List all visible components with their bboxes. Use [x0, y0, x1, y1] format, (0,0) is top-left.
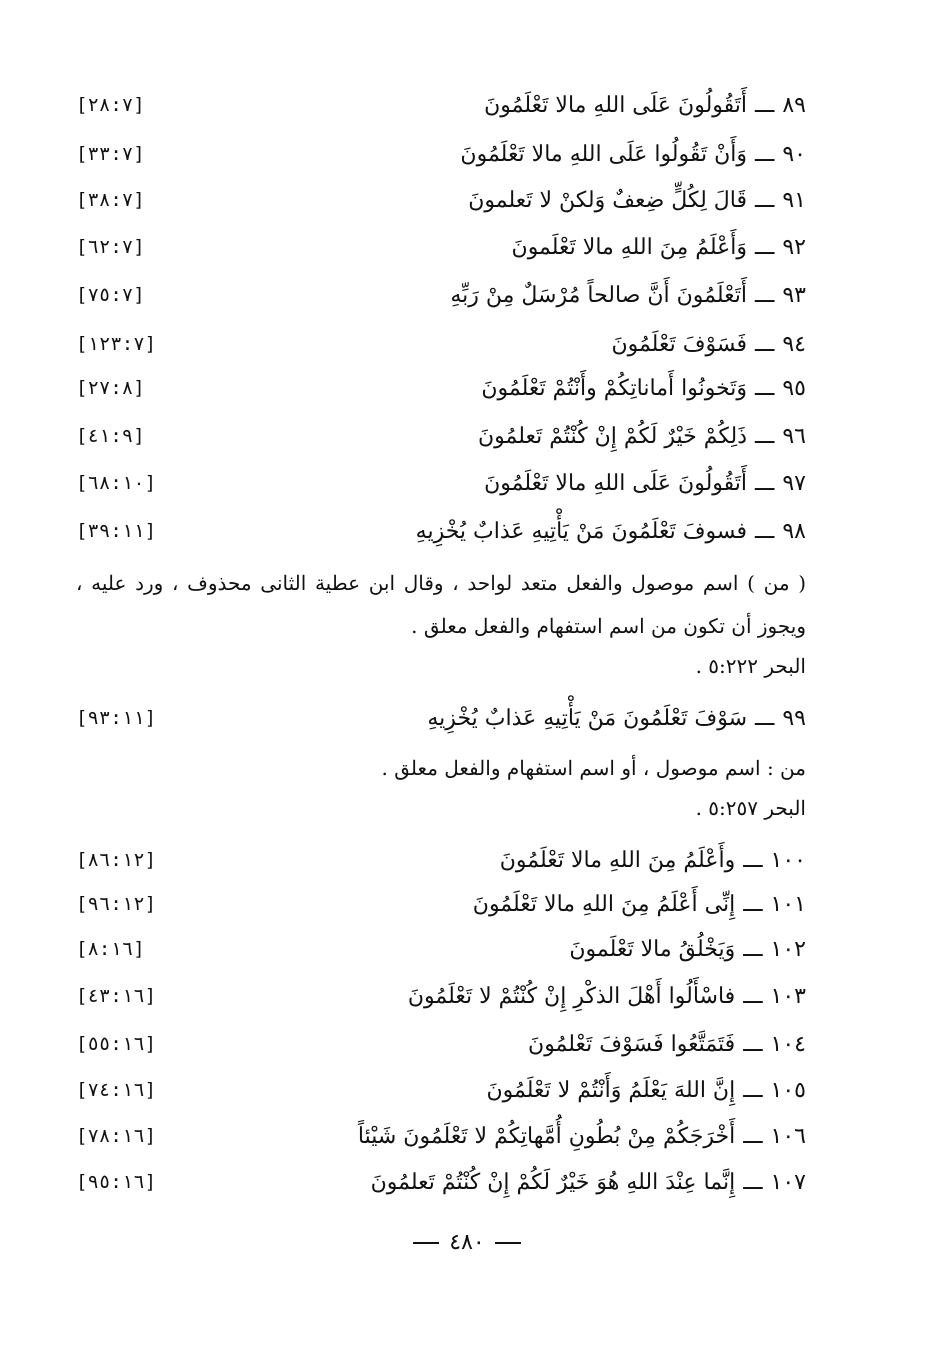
verse-reference: [٢٨:٧] — [76, 94, 145, 116]
dash: ـــ — [743, 1077, 763, 1103]
verse-line — [358, 1124, 806, 1149]
verse-text: وَتَخونُوا أَماناتِكُمْ وأَنْتُمْ تَعْلَمُونَ — [481, 375, 748, 401]
dash: ـــ — [743, 983, 763, 1009]
verse-text: سَوْفَ تَعْلَمُونَ مَنْ يَأْتِيهِ عَذابٌ يُخْزِيهِ — [427, 705, 748, 731]
dash: ـــ — [755, 282, 775, 308]
entry-row — [76, 273, 806, 317]
footer-rule-left — [413, 1242, 439, 1244]
dash: ـــ — [755, 518, 775, 544]
verse-line — [427, 706, 806, 731]
verse-line — [478, 424, 806, 449]
verse-reference: [٨٦:١٢] — [76, 849, 157, 871]
verse-text: أَتَقُولُونَ عَلَى اللهِ مالا تَعْلَمُونَ — [484, 470, 748, 496]
verse-reference: [٦٢:٧] — [76, 236, 145, 258]
verse-text: أَتَقُولُونَ عَلَى اللهِ مالا تَعْلَمُونَ — [484, 92, 748, 118]
entry-row — [76, 927, 806, 971]
dash: ـــ — [755, 470, 775, 496]
dash: ـــ — [755, 375, 775, 401]
entry-number: ١٠٠ — [770, 847, 806, 873]
entry-row — [76, 974, 806, 1018]
verse-reference: [٥٥:١٦] — [76, 1033, 157, 1055]
verse-text: فاسْأَلُوا أَهْلَ الذكْرِ إِنْ كُنْتُمْ لا تَعْلَمُونَ — [407, 983, 736, 1009]
page-number-footer — [0, 1230, 934, 1255]
verse-reference: [٤١:٩] — [76, 425, 145, 447]
footer-rule-right — [495, 1242, 521, 1244]
entry-number: ١٠٥ — [770, 1077, 806, 1103]
entry-row — [76, 1160, 806, 1204]
verse-line — [416, 519, 806, 544]
verse-reference: [٩٣:١١] — [76, 707, 157, 729]
verse-line — [611, 332, 806, 357]
entry-row — [76, 1114, 806, 1158]
source-citation: البحر ٥:٢٥٧ . — [695, 796, 806, 820]
verse-text: وَأَعْلَمُ مِنَ اللهِ مالا تَعْلَمونَ — [511, 234, 748, 260]
source-citation: البحر ٥:٢٢٢ . — [695, 654, 806, 678]
verse-line — [569, 937, 806, 962]
entry-number: ٩٩ — [782, 705, 806, 731]
verse-reference: [١٢٣:٧] — [76, 333, 157, 355]
entry-number: ٩١ — [782, 187, 806, 213]
verse-line — [512, 235, 806, 260]
verse-text: إِنِّى أَعْلَمُ مِنَ اللهِ مالا تَعْلَمُونَ — [472, 891, 736, 917]
entry-number: ٩٧ — [782, 470, 806, 496]
entry-row — [76, 322, 806, 366]
entry-row — [76, 1022, 806, 1066]
verse-line — [371, 1170, 806, 1195]
verse-reference: [٣٩:١١] — [76, 520, 157, 542]
verse-line — [408, 984, 806, 1009]
dash: ـــ — [755, 92, 775, 118]
verse-reference: [٧٥:٧] — [76, 284, 145, 306]
entry-number: ٩٨ — [782, 518, 806, 544]
entry-number: ١٠١ — [770, 891, 806, 917]
verse-line — [460, 142, 806, 167]
verse-text: وَيَخْلُقُ مالا تَعْلَمونَ — [569, 936, 736, 962]
entry-row — [76, 414, 806, 458]
verse-text: فَسَوْفَ تَعْلَمُونَ — [611, 331, 748, 357]
entry-row — [76, 366, 806, 410]
dash: ـــ — [755, 141, 775, 167]
commentary-line: من : اسم موصول ، أو اسم استفهام والفعل معلق . — [381, 756, 806, 780]
verse-line — [481, 376, 806, 401]
verse-line — [484, 93, 806, 118]
dash: ـــ — [755, 331, 775, 357]
entry-row — [76, 509, 806, 553]
dash: ـــ — [743, 1031, 763, 1057]
verse-line — [450, 283, 806, 308]
entry-number: ٩٦ — [782, 423, 806, 449]
entry-number: ١٠٣ — [770, 983, 806, 1009]
commentary-paragraph: ( من ) اسم موصول والفعل متعد لواحد ، وقال ابن عطية الثانى محذوف ، ورد عليه ، ويجوز أن تكون من اسم استفهام والفعل معلق . — [76, 571, 806, 638]
verse-text: فَتَمَتَّعُوا فَسَوْفَ تَعْلمُونَ — [528, 1031, 736, 1057]
dash: ـــ — [743, 1123, 763, 1149]
entry-row — [76, 83, 806, 127]
verse-reference: [٩٦:١٢] — [76, 893, 157, 915]
verse-line — [500, 848, 806, 873]
entry-row — [76, 225, 806, 269]
entry-number: ٩٠ — [782, 141, 806, 167]
dash: ـــ — [755, 423, 775, 449]
verse-line — [484, 471, 806, 496]
verse-line — [528, 1032, 806, 1057]
entry-row — [76, 178, 806, 222]
verse-text: وَأَنْ تَقُولُوا عَلَى اللهِ مالا تَعْلَمُونَ — [460, 141, 748, 167]
entry-number: ٩٥ — [782, 375, 806, 401]
entry-number: ١٠٧ — [770, 1169, 806, 1195]
verse-reference: [٧٤:١٦] — [76, 1079, 157, 1101]
verse-text: وأَعْلَمُ مِنَ اللهِ مالا تَعْلَمُونَ — [499, 847, 736, 873]
entry-row — [76, 838, 806, 882]
entry-number: ٩٣ — [782, 282, 806, 308]
verse-reference: [٢٧:٨] — [76, 377, 145, 399]
verse-reference: [٩٥:١٦] — [76, 1171, 157, 1193]
verse-reference: [٦٨:١٠] — [76, 472, 157, 494]
page-number: ٤٨٠ — [449, 1230, 485, 1255]
entry-number: ٩٢ — [782, 234, 806, 260]
dash: ـــ — [743, 936, 763, 962]
entry-number: ١٠٤ — [770, 1031, 806, 1057]
entry-row — [76, 882, 806, 926]
verse-text: أَتَعْلَمُونَ أَنَّ صالحاً مُرْسَلٌ مِنْ رَبِّهِ — [450, 282, 748, 308]
verse-line — [486, 1078, 806, 1103]
entry-row — [76, 132, 806, 176]
verse-reference: [٨:١٦] — [76, 938, 145, 960]
verse-reference: [٣٣:٧] — [76, 143, 145, 165]
dash: ـــ — [743, 891, 763, 917]
entry-number: ١٠٢ — [770, 936, 806, 962]
dash: ـــ — [755, 187, 775, 213]
entry-row — [76, 696, 806, 740]
verse-text: إِنَّ اللهَ يَعْلَمُ وَأَنْتُمْ لا تَعْلَمُونَ — [486, 1077, 736, 1103]
dash: ـــ — [743, 847, 763, 873]
verse-line — [473, 892, 806, 917]
entry-number: ١٠٦ — [770, 1123, 806, 1149]
verse-text: أَخْرَجَكُمْ مِنْ بُطُونِ أُمَّهاتِكُمْ لا تَعْلَمُونَ شَيْئاً — [357, 1123, 736, 1149]
dash: ـــ — [755, 234, 775, 260]
entry-row — [76, 1068, 806, 1112]
verse-text: فسوفَ تَعْلَمُونَ مَنْ يَأْتِيهِ عَذابٌ يُخْزِيهِ — [415, 518, 748, 544]
dash: ـــ — [743, 1169, 763, 1195]
verse-text: ذَلِكُمْ خَيْرٌ لَكُمْ إِنْ كُنْتُمْ تَعلمُونَ — [477, 423, 748, 449]
verse-line — [468, 188, 806, 213]
verse-reference: [٣٨:٧] — [76, 189, 145, 211]
dash: ـــ — [755, 705, 775, 731]
verse-reference: [٤٣:١٦] — [76, 985, 157, 1007]
entry-row — [76, 461, 806, 505]
entry-number: ٨٩ — [782, 92, 806, 118]
entry-number: ٩٤ — [782, 331, 806, 357]
verse-reference: [٧٨:١٦] — [76, 1125, 157, 1147]
verse-text: قَالَ لِكُلٍّ ضِعفٌ وَلكنْ لا تَعلمونَ — [468, 187, 748, 213]
verse-text: إِنَّما عِنْدَ اللهِ هُوَ خَيْرٌ لَكُمْ إِنْ كُنْتُمْ تَعلمُونَ — [370, 1169, 736, 1195]
